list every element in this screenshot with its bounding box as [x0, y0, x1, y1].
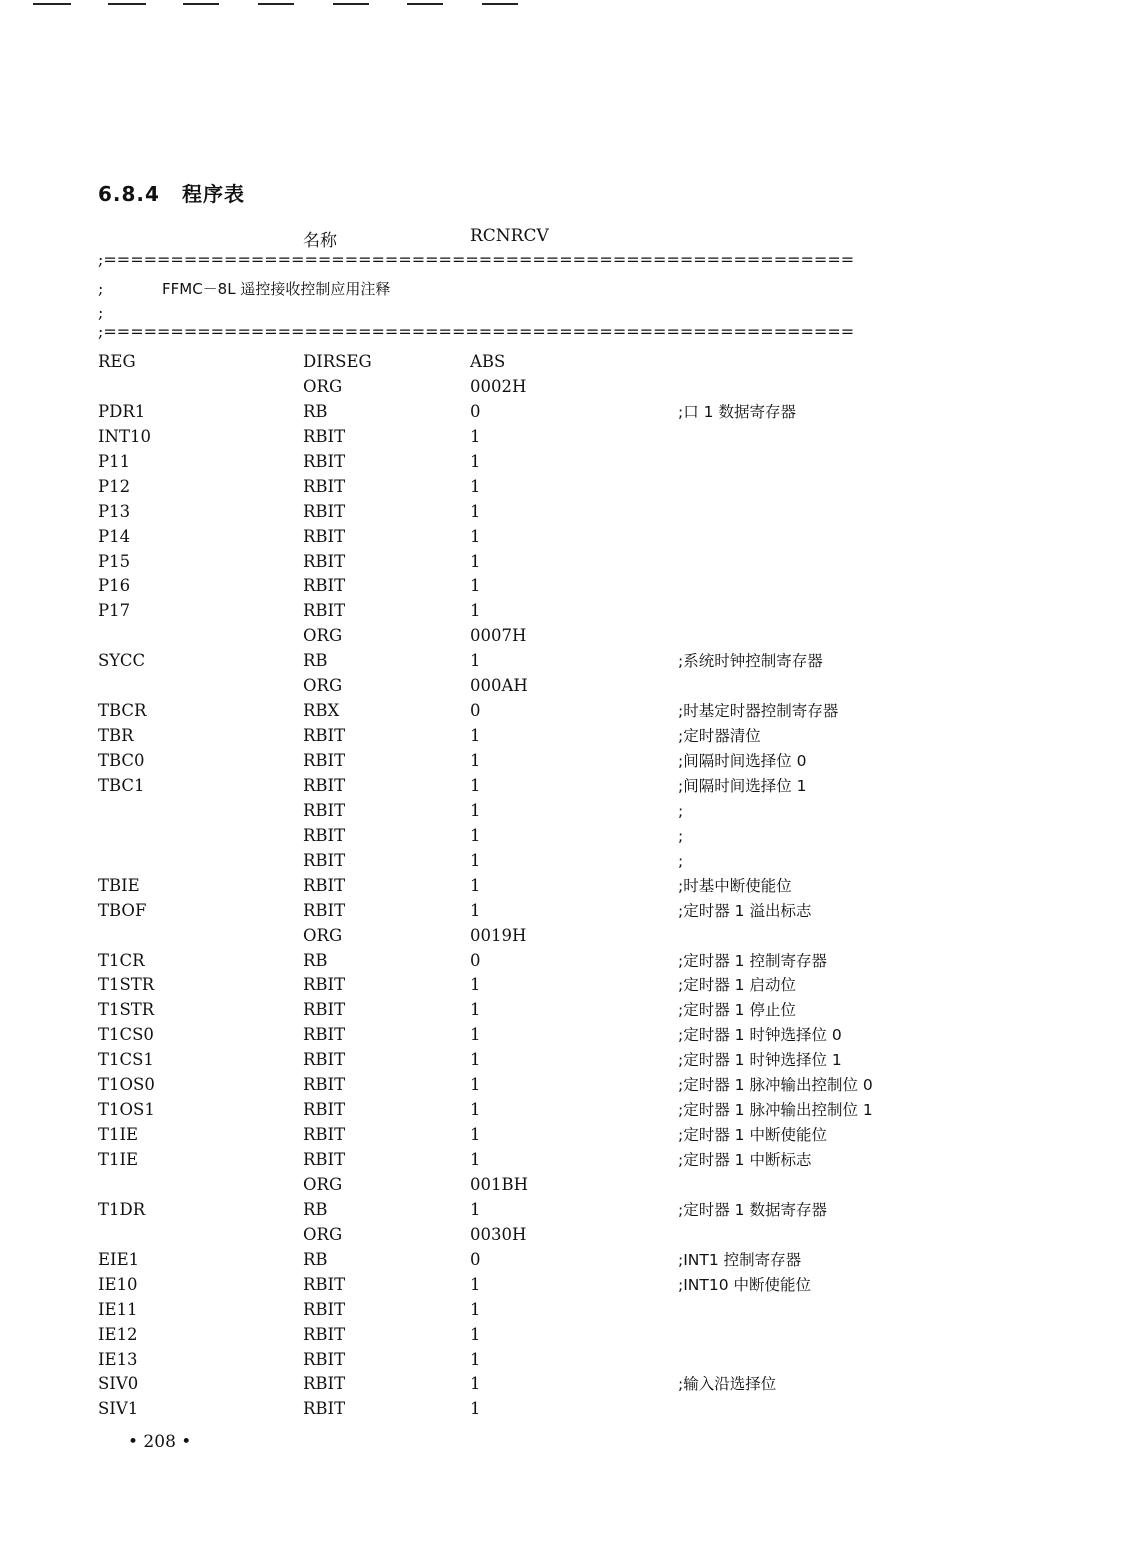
row-operand: 1: [470, 1374, 481, 1394]
row-label: T1IE: [98, 1125, 139, 1145]
row-operand: 1: [470, 1100, 481, 1120]
section-number: 6.8.4: [98, 182, 160, 206]
row-opcode: RBIT: [303, 1125, 346, 1145]
listing-row: [98, 475, 928, 500]
listing-row: [98, 824, 928, 849]
row-operand: 1: [470, 800, 481, 820]
listing-row: [98, 550, 928, 575]
row-label: IE13: [98, 1349, 138, 1369]
top-rule-segment: [258, 3, 294, 5]
row-comment: ;INT1 控制寄存器: [678, 1250, 802, 1269]
comment-title-text: FFMC－8L 遥控接收控制应用注释: [162, 280, 391, 298]
row-opcode: RB: [303, 950, 328, 970]
row-opcode: RBIT: [303, 1274, 346, 1294]
comment-rule-top: ;========================================================: [98, 250, 855, 269]
listing-row: [98, 1023, 928, 1048]
row-operand: 1: [470, 1274, 481, 1294]
listing-row: [98, 574, 928, 599]
row-comment: ;INT10 中断使能位: [678, 1275, 812, 1294]
listing-row: [98, 1148, 928, 1173]
listing-row: [98, 1273, 928, 1298]
row-opcode: RB: [303, 651, 328, 671]
listing-row: [98, 1048, 928, 1073]
listing-row: [98, 450, 928, 475]
listing-row: [98, 1397, 928, 1422]
listing-row: [98, 500, 928, 525]
row-label: T1CS1: [98, 1050, 154, 1070]
row-opcode: RBIT: [303, 1324, 346, 1344]
row-operand: 1: [470, 601, 481, 621]
row-label: P15: [98, 551, 131, 571]
listing-row: [98, 1098, 928, 1123]
row-comment: ;输入沿选择位: [678, 1375, 777, 1394]
row-label: T1STR: [98, 975, 155, 995]
row-operand: 1: [470, 1399, 481, 1419]
row-label: INT10: [98, 426, 151, 446]
listing-row: [98, 1223, 928, 1248]
row-label: TBC0: [98, 751, 145, 770]
row-label: TBIE: [98, 875, 140, 895]
row-label: TBCR: [98, 701, 147, 721]
top-rules: [0, 0, 1122, 8]
listing-row: [98, 799, 928, 824]
row-comment: ;定时器 1 启动位: [678, 976, 796, 995]
listing-row: [98, 400, 928, 425]
row-comment: ;定时器 1 脉冲输出控制位 0: [678, 1076, 873, 1095]
row-operand: 1: [470, 476, 481, 496]
row-comment: ;定时器 1 控制寄存器: [678, 951, 827, 970]
row-opcode: RBIT: [303, 576, 346, 596]
row-operand: 1: [470, 875, 481, 895]
row-operand: 0: [470, 950, 481, 970]
listing-row: [98, 599, 928, 624]
row-operand: 1: [470, 775, 481, 795]
listing-row: [98, 674, 928, 699]
row-opcode: RB: [303, 401, 328, 421]
row-label: P12: [98, 476, 131, 496]
row-comment: ;定时器 1 脉冲输出控制位 1: [678, 1101, 873, 1120]
row-label: T1CR: [98, 950, 145, 970]
listing-row: [98, 525, 928, 550]
row-opcode: RB: [303, 1249, 328, 1269]
row-label: IE11: [98, 1299, 138, 1319]
row-operand: 1: [470, 1075, 481, 1095]
row-opcode: ORG: [303, 1224, 343, 1244]
row-opcode: RBIT: [303, 1299, 346, 1319]
comment-title-line: [98, 278, 888, 299]
row-opcode: RBIT: [303, 1349, 346, 1369]
listing-row: [98, 350, 928, 375]
row-opcode: RBIT: [303, 526, 346, 546]
row-operand: 1: [470, 751, 481, 770]
row-comment: ;定时器 1 时钟选择位 0: [678, 1026, 842, 1045]
row-operand: 1: [470, 1000, 481, 1020]
comment-semicolon: ;: [98, 279, 104, 298]
row-opcode: ORG: [303, 376, 343, 396]
row-operand: ABS: [470, 352, 506, 371]
row-label: SIV0: [98, 1374, 139, 1394]
listing-row: [98, 949, 928, 974]
row-opcode: RBIT: [303, 1399, 346, 1419]
listing-row: [98, 1123, 928, 1148]
row-opcode: RBX: [303, 701, 340, 721]
row-opcode: RBIT: [303, 975, 346, 995]
row-operand: 000AH: [470, 676, 528, 696]
listing-row: [98, 624, 928, 649]
row-label: T1IE: [98, 1150, 139, 1169]
listing-row: [98, 1173, 928, 1198]
listing-row: [98, 874, 928, 899]
row-opcode: RBIT: [303, 900, 346, 920]
row-opcode: RBIT: [303, 1374, 346, 1394]
row-operand: 001BH: [470, 1174, 529, 1194]
row-operand: 1: [470, 1199, 481, 1219]
listing-row: [98, 1073, 928, 1098]
program-name-value: RCNRCV: [470, 226, 549, 246]
row-label: T1OS0: [98, 1075, 155, 1095]
row-label: P16: [98, 576, 131, 596]
row-label: REG: [98, 352, 136, 371]
section-title: 程序表: [181, 182, 245, 206]
row-opcode: RBIT: [303, 501, 346, 521]
row-operand: 0: [470, 1249, 481, 1269]
row-operand: 0007H: [470, 626, 527, 646]
row-comment: ;定时器 1 中断标志: [678, 1151, 812, 1169]
row-operand: 0: [470, 701, 481, 721]
row-operand: 1: [470, 1150, 481, 1169]
row-opcode: RBIT: [303, 775, 346, 795]
row-operand: 1: [470, 1025, 481, 1045]
row-label: TBC1: [98, 775, 145, 795]
row-operand: 1: [470, 1125, 481, 1145]
row-operand: 1: [470, 1050, 481, 1070]
top-rule-segment: [333, 3, 369, 5]
row-comment: ;间隔时间选择位 0: [678, 752, 807, 770]
row-label: IE10: [98, 1274, 138, 1294]
listing-row: [98, 1323, 928, 1348]
row-comment: ;时基定时器控制寄存器: [678, 702, 839, 721]
row-opcode: RBIT: [303, 426, 346, 446]
listing-row: [98, 375, 928, 400]
row-opcode: RBIT: [303, 1050, 346, 1070]
top-rule-segment: [482, 3, 518, 5]
row-operand: 1: [470, 850, 481, 870]
row-comment: ;定时器 1 中断使能位: [678, 1126, 827, 1145]
row-opcode: DIRSEG: [303, 352, 372, 371]
row-operand: 1: [470, 726, 481, 746]
listing-row: [98, 998, 928, 1023]
top-rule-segment: [108, 3, 146, 5]
page-number: • 208 •: [128, 1432, 192, 1452]
row-label: EIE1: [98, 1249, 140, 1269]
row-opcode: RBIT: [303, 726, 346, 746]
row-opcode: RBIT: [303, 850, 346, 870]
row-opcode: RBIT: [303, 1150, 346, 1169]
program-name-label: 名称: [303, 231, 337, 251]
listing-row: [98, 699, 928, 724]
row-operand: 1: [470, 551, 481, 571]
row-operand: 1: [470, 526, 481, 546]
row-comment: ;定时器 1 停止位: [678, 1001, 796, 1020]
top-rule-segment: [407, 3, 443, 5]
row-operand: 1: [470, 576, 481, 596]
listing-row: [98, 1198, 928, 1223]
row-comment: ;: [678, 801, 684, 820]
top-rule-segment: [183, 3, 219, 5]
row-label: IE12: [98, 1324, 138, 1344]
top-rule-segment: [33, 3, 71, 5]
comment-rule-bottom: ;========================================================: [98, 322, 855, 341]
row-operand: 0: [470, 401, 481, 421]
row-comment: ;: [678, 851, 684, 870]
row-operand: 1: [470, 975, 481, 995]
assembly-listing: [98, 350, 928, 1422]
row-label: SYCC: [98, 651, 146, 671]
row-comment: ;定时器清位: [678, 727, 761, 746]
row-operand: 1: [470, 451, 481, 471]
row-opcode: RBIT: [303, 476, 346, 496]
comment-blank-line: ;: [98, 303, 104, 322]
listing-row: [98, 924, 928, 949]
listing-row: [98, 899, 928, 924]
row-operand: 0019H: [470, 925, 527, 945]
row-comment: ;系统时钟控制寄存器: [678, 652, 823, 671]
row-opcode: RBIT: [303, 1025, 346, 1045]
row-operand: 1: [470, 1299, 481, 1319]
row-operand: 1: [470, 825, 481, 845]
row-opcode: ORG: [303, 925, 343, 945]
row-label: P13: [98, 501, 131, 521]
listing-row: [98, 649, 928, 674]
row-comment: ;间隔时间选择位 1: [678, 776, 807, 795]
row-label: SIV1: [98, 1399, 139, 1419]
listing-row: [98, 973, 928, 998]
row-opcode: RB: [303, 1199, 328, 1219]
listing-row: [98, 749, 928, 774]
row-label: TBR: [98, 726, 134, 746]
row-operand: 0030H: [470, 1224, 527, 1244]
row-label: T1STR: [98, 1000, 155, 1020]
row-operand: 1: [470, 1324, 481, 1344]
row-label: T1OS1: [98, 1100, 155, 1120]
row-opcode: RBIT: [303, 1075, 346, 1095]
listing-row: [98, 849, 928, 874]
row-label: T1DR: [98, 1199, 146, 1219]
listing-row: [98, 1372, 928, 1397]
row-comment: ;: [678, 826, 684, 845]
row-comment: ;口 1 数据寄存器: [678, 402, 796, 421]
row-label: P14: [98, 526, 131, 546]
listing-row: [98, 1298, 928, 1323]
listing-row: [98, 1248, 928, 1273]
row-opcode: RBIT: [303, 825, 346, 845]
row-operand: 1: [470, 651, 481, 671]
row-opcode: RBIT: [303, 601, 346, 621]
row-operand: 0002H: [470, 376, 527, 396]
listing-row: [98, 774, 928, 799]
row-comment: ;定时器 1 时钟选择位 1: [678, 1051, 842, 1070]
row-opcode: RBIT: [303, 751, 346, 770]
row-opcode: RBIT: [303, 451, 346, 471]
row-opcode: RBIT: [303, 800, 346, 820]
row-opcode: ORG: [303, 626, 343, 646]
row-label: T1CS0: [98, 1025, 154, 1045]
row-label: P17: [98, 601, 131, 621]
row-label: PDR1: [98, 401, 146, 421]
row-opcode: RBIT: [303, 1000, 346, 1020]
row-operand: 1: [470, 426, 481, 446]
row-opcode: RBIT: [303, 875, 346, 895]
listing-row: [98, 425, 928, 450]
row-opcode: ORG: [303, 676, 343, 696]
row-comment: ;定时器 1 数据寄存器: [678, 1200, 827, 1219]
row-label: P11: [98, 451, 131, 471]
row-comment: ;定时器 1 溢出标志: [678, 901, 812, 920]
row-operand: 1: [470, 501, 481, 521]
section-heading: [98, 178, 245, 207]
row-label: TBOF: [98, 900, 147, 920]
row-opcode: RBIT: [303, 1100, 346, 1120]
row-opcode: ORG: [303, 1174, 343, 1194]
row-comment: ;时基中断使能位: [678, 876, 792, 895]
row-opcode: RBIT: [303, 551, 346, 571]
row-operand: 1: [470, 900, 481, 920]
listing-row: [98, 724, 928, 749]
row-operand: 1: [470, 1349, 481, 1369]
listing-row: [98, 1348, 928, 1373]
